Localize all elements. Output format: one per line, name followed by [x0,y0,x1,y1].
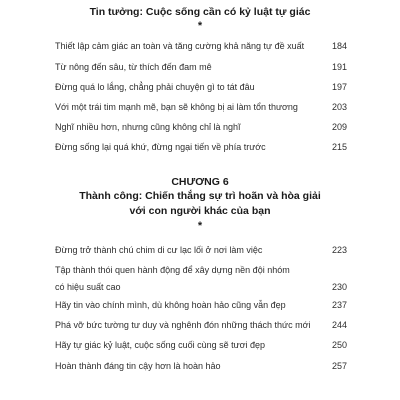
toc-entry[interactable] [55,320,347,330]
toc-entry-title: Hãy tin vào chính mình, dù không hoàn hảo cũng vẫn đẹp [55,300,286,310]
toc-entry-title: Thiết lập cảm giác an toàn và tăng cường khả năng tự đề xuất [55,41,305,51]
toc-entry[interactable] [55,62,347,72]
chapter-ornament: * [197,220,203,232]
chapter-label: CHƯƠNG 6 [171,176,229,188]
toc-entry[interactable] [55,265,347,292]
toc-entry[interactable] [55,122,347,132]
toc-entry[interactable] [55,82,347,92]
toc-entry-title: Với một trái tim mạnh mẽ, bạn sẽ không bị ai làm tổn thương [55,102,298,112]
toc-entry[interactable] [55,142,347,152]
toc-entry-page: 244 [331,320,347,330]
toc-entry-page: 223 [331,245,347,255]
toc-entry-page: 257 [331,361,347,371]
toc-entry-page: 197 [331,82,347,92]
toc-entry-title: Đừng sống lại quá khứ, đừng ngại tiến về phía trước [55,142,266,152]
toc-entry-title-continued: có hiệu suất cao [55,282,121,292]
toc-entry[interactable] [55,41,347,51]
toc-entry-page: 237 [331,300,347,310]
section-title: Tin tưởng: Cuộc sống cần có kỷ luật tự giác [89,6,311,18]
toc-entry[interactable] [55,340,347,350]
toc-entry[interactable] [55,102,347,112]
toc-entry-page: 250 [331,340,347,350]
toc-entry-title: Từ nông đến sâu, từ thích đến đam mê [55,62,212,72]
toc-entry-page: 215 [331,142,347,152]
chapter-title-line1: Thành công: Chiến thắng sự trì hoãn và hòa giải [79,190,321,202]
toc-entry-title: Hãy tự giác kỷ luật, cuộc sống cuối cùng sẽ tươi đẹp [55,340,266,350]
toc-entry-title: Phá vỡ bức tường tư duy và nghênh đón những thách thức mới [55,320,311,330]
toc-entry[interactable] [55,361,347,371]
toc-entry-title: Đừng trở thành chú chim di cư lạc lối ở nơi làm việc [55,245,263,255]
toc-entry[interactable] [55,300,347,310]
toc-entry-page: 184 [331,41,347,51]
section-ornament: * [197,20,203,32]
toc-entry-page: 209 [331,122,347,132]
toc-entry-title: Tập thành thói quen hành động để xây dựng nền đội nhóm [55,265,290,275]
toc-entry-title: Nghĩ nhiều hơn, nhưng cũng không chỉ là nghĩ [55,122,241,132]
toc-entry-page: 230 [331,282,347,292]
toc-entry-page: 191 [331,62,347,72]
chapter-title-line2: với con người khác của bạn [129,205,271,217]
toc-entry-page: 203 [331,102,347,112]
toc-entry-title: Đừng quá lo lắng, chẳng phải chuyện gì to tát đâu [55,82,255,92]
toc-entry[interactable] [55,245,347,255]
toc-entry-title: Hoàn thành đáng tin cậy hơn là hoàn hảo [55,361,221,371]
